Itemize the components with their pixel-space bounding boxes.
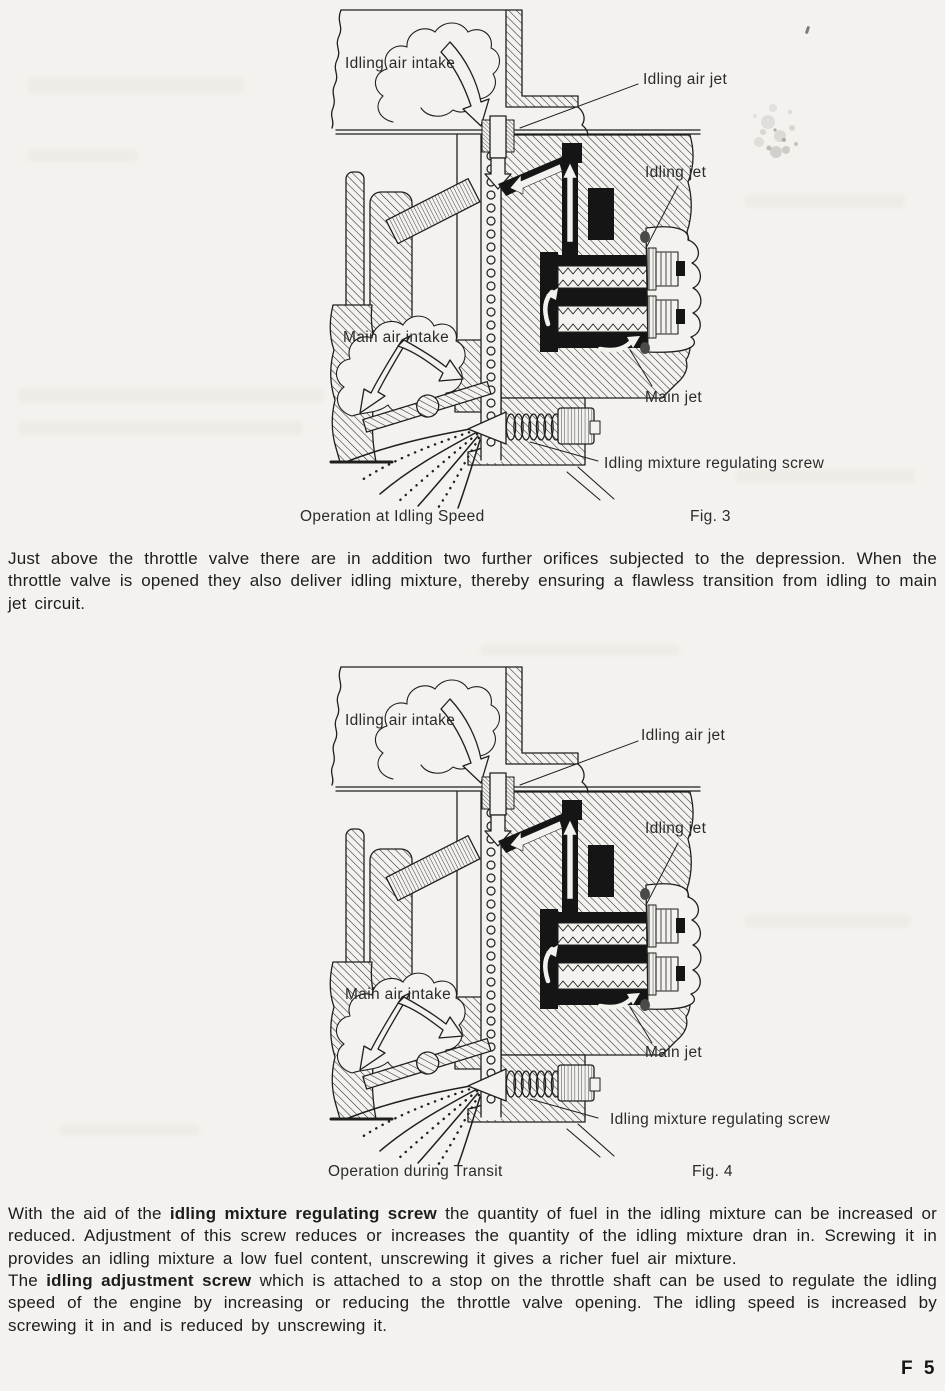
- label-idling-air-intake: Idling air intake: [345, 712, 456, 729]
- figure-number: Fig. 4: [692, 1163, 733, 1180]
- ghost-mark: [28, 78, 243, 93]
- label-main-jet: Main jet: [645, 389, 703, 406]
- label-main-jet: Main jet: [645, 1044, 703, 1061]
- label-idling-jet: Idling jet: [645, 164, 707, 181]
- figure-number: Fig. 3: [690, 508, 731, 525]
- paragraph-mixture-screw: [8, 1203, 937, 1270]
- ghost-mark: [60, 1125, 200, 1135]
- ink-fleck: [805, 26, 810, 35]
- ghost-mark: [480, 645, 680, 655]
- text-run: With the aid of the: [8, 1204, 170, 1223]
- ghost-mark: [18, 388, 323, 402]
- ghost-mark: [745, 915, 910, 927]
- page-number: F 5: [901, 1358, 938, 1379]
- label-idling-mixture-regulating-screw: Idling mixture regulating screw: [604, 455, 825, 472]
- text-run: which is attached to a stop on the throttle shaft can be used to regulate the idling speed of the engine by increasing or reducing the throttle valve opening. The idling speed is increased by screwing it in and is reduced by unscrewing it.: [8, 1271, 937, 1335]
- ghost-mark: [18, 422, 303, 434]
- label-idling-air-intake: Idling air intake: [345, 55, 456, 72]
- text-run: the quantity of fuel in the idling mixture can be increased or reduced. Adjustment of this screw reduces or increases the quantity of the idling mixture dran in. Screwing it in provides an idling mixture a low fuel content, unscrewing it gives a richer fuel air mixture.: [8, 1204, 937, 1268]
- figure-caption: Operation during Transit: [328, 1163, 503, 1180]
- ghost-mark: [28, 150, 138, 161]
- label-idling-air-jet: Idling air jet: [643, 71, 728, 88]
- text-run: The: [8, 1271, 47, 1290]
- bold-idling-mixture-regulating-screw: idling mixture regulating screw: [169, 1204, 437, 1223]
- smudge-stain: [746, 92, 812, 172]
- label-main-air-intake: Main air intake: [345, 986, 452, 1003]
- label-idling-air-jet: Idling air jet: [641, 727, 726, 744]
- bold-idling-adjustment-screw: idling adjustment screw: [46, 1271, 252, 1290]
- label-main-air-intake: Main air intake: [343, 329, 450, 346]
- figure-caption: Operation at Idling Speed: [300, 508, 485, 525]
- ghost-mark: [745, 195, 905, 207]
- label-idling-mixture-regulating-screw: Idling mixture regulating screw: [610, 1111, 831, 1128]
- paragraph-adjustment-screw: [8, 1270, 937, 1337]
- label-idling-jet: Idling jet: [645, 820, 707, 837]
- paragraph-transition: Just above the throttle valve there are in addition two further orifices subjected to the depression. When the throttle valve is opened they also deliver idling mixture, thereby ensuring a flawless transition from idling to main jet circuit.: [8, 549, 937, 613]
